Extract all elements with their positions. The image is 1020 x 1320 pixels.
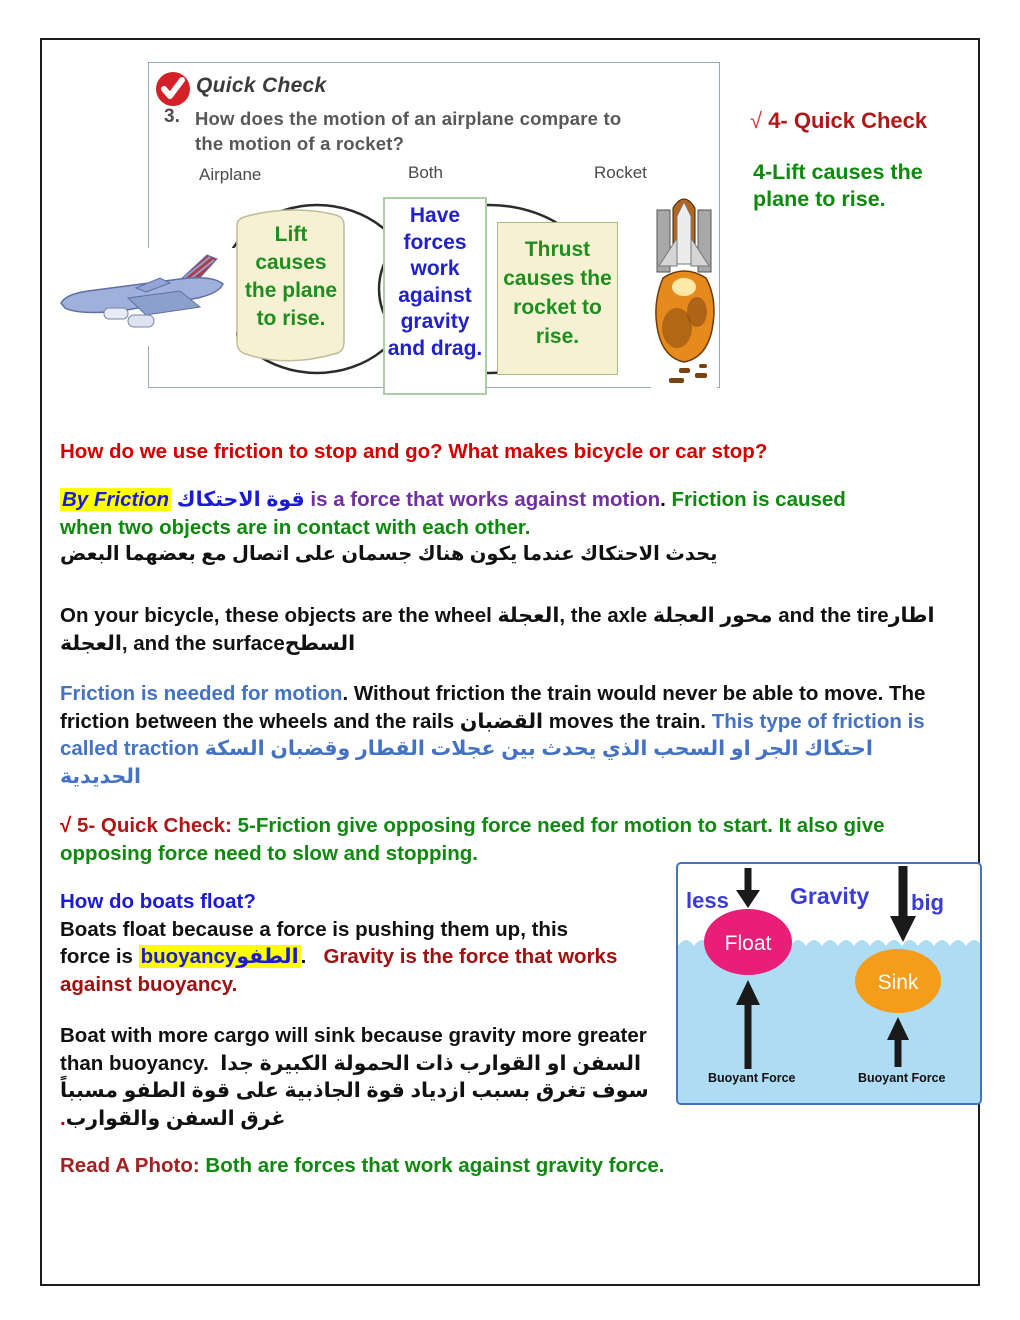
buoyant-force-right-label: Buoyant Force <box>858 1071 946 1085</box>
highlight-buoyancy: buoyancyالطفو <box>140 945 299 968</box>
quick-check-5: √ 5- Quick Check: 5-Friction give opposing force need for motion to start. It also give opposing force need to slow and stopping. <box>60 814 885 865</box>
check-mark: √ <box>750 108 769 133</box>
venn-label-rocket: Rocket <box>594 163 647 182</box>
venn-label-airplane: Airplane <box>199 165 262 184</box>
cargo-paragraph: Boat with more cargo will sink because gravity more greater than buoyancy. السفن او القوارب ذات الحمولة الكبيرة جدا سوف تغرق بسبب ازدياد قوة الجاذبية على قوة الطفو مسبباً غرق السفن والقوارب. <box>60 1024 649 1130</box>
boats-title: How do boats float? <box>60 890 256 913</box>
label-gravity: Gravity <box>790 883 870 909</box>
buoyancy-diagram <box>676 862 982 1105</box>
rocket-illustration <box>651 192 719 388</box>
traction-paragraph: Friction is needed for motion. Without friction the train would never be able to move. The friction between the wheels and the rails القضبان moves the train. This type of friction is called traction احتكاك الجر او السحب الذي يحدث بين عجلات القطار وقضبان السكة الحديدية <box>60 682 926 788</box>
panel-title: Quick Check <box>196 74 327 97</box>
quick-check-4-heading: √ 4- Quick Check <box>750 108 928 133</box>
highlight-by-friction: By Friction <box>62 488 170 511</box>
venn-note-airplane: Lift causes the plane to rise. <box>244 223 338 330</box>
quick-check-4-answer: 4-Lift causes the plane to rise. <box>753 160 923 211</box>
read-a-photo: Read A Photo: Both are forces that work against gravity force. <box>60 1154 665 1177</box>
float-text: Float <box>724 932 772 955</box>
cargo-arabic: السفن او القوارب ذات الحمولة الكبيرة جدا سوف تغرق بسبب ازدياد قوة الجاذبية على قوة الطفو مسبباً غرق السفن والقوارب. <box>60 1051 649 1130</box>
question-text: How does the motion of an airplane compare to the motion of a rocket? <box>195 108 622 154</box>
venn-note-rocket: Thrust causes the rocket to rise. <box>497 222 618 375</box>
bicycle-paragraph: On your bicycle, these objects are the wheel العجلة, the axle محور العجلة and the tireاطار العجلة, and the surfaceالسطح <box>60 604 935 655</box>
sink-text: Sink <box>877 971 919 994</box>
friction-question: How do we use friction to stop and go? What makes bicycle or car stop? <box>60 440 768 463</box>
boats-paragraph: How do boats float? Boats float because a force is pushing them up, this force is buoyancyالطفو. Gravity is the force that works against buoyancy. <box>60 888 620 998</box>
red-period: . <box>60 1106 66 1130</box>
label-big: big <box>911 890 944 915</box>
airplane-illustration <box>58 248 236 346</box>
gravity-arrow-small <box>736 868 760 908</box>
check-mark: √ <box>60 814 77 837</box>
venn-label-both: Both <box>408 163 443 182</box>
label-less: less <box>686 888 729 913</box>
buoyancy-diagram-svg <box>678 864 980 1103</box>
friction-arabic-line: يحدث الاحتكاك عندما يكون هناك جسمان على اتصال مع بعضهما البعض <box>60 543 718 565</box>
friction-definition: By Friction قوة الاحتكاك is a force that works against motion. Friction is caused when two objects are in contact with each other. يحدث الاحتكاك عندما يكون هناك جسمان على اتصال مع بعضهما البعض <box>60 486 882 569</box>
buoyant-force-left-label: Buoyant Force <box>708 1071 796 1085</box>
venn-note-both: Have forces work against gravity and drag. <box>383 197 487 395</box>
question-number: 3. <box>164 106 180 127</box>
